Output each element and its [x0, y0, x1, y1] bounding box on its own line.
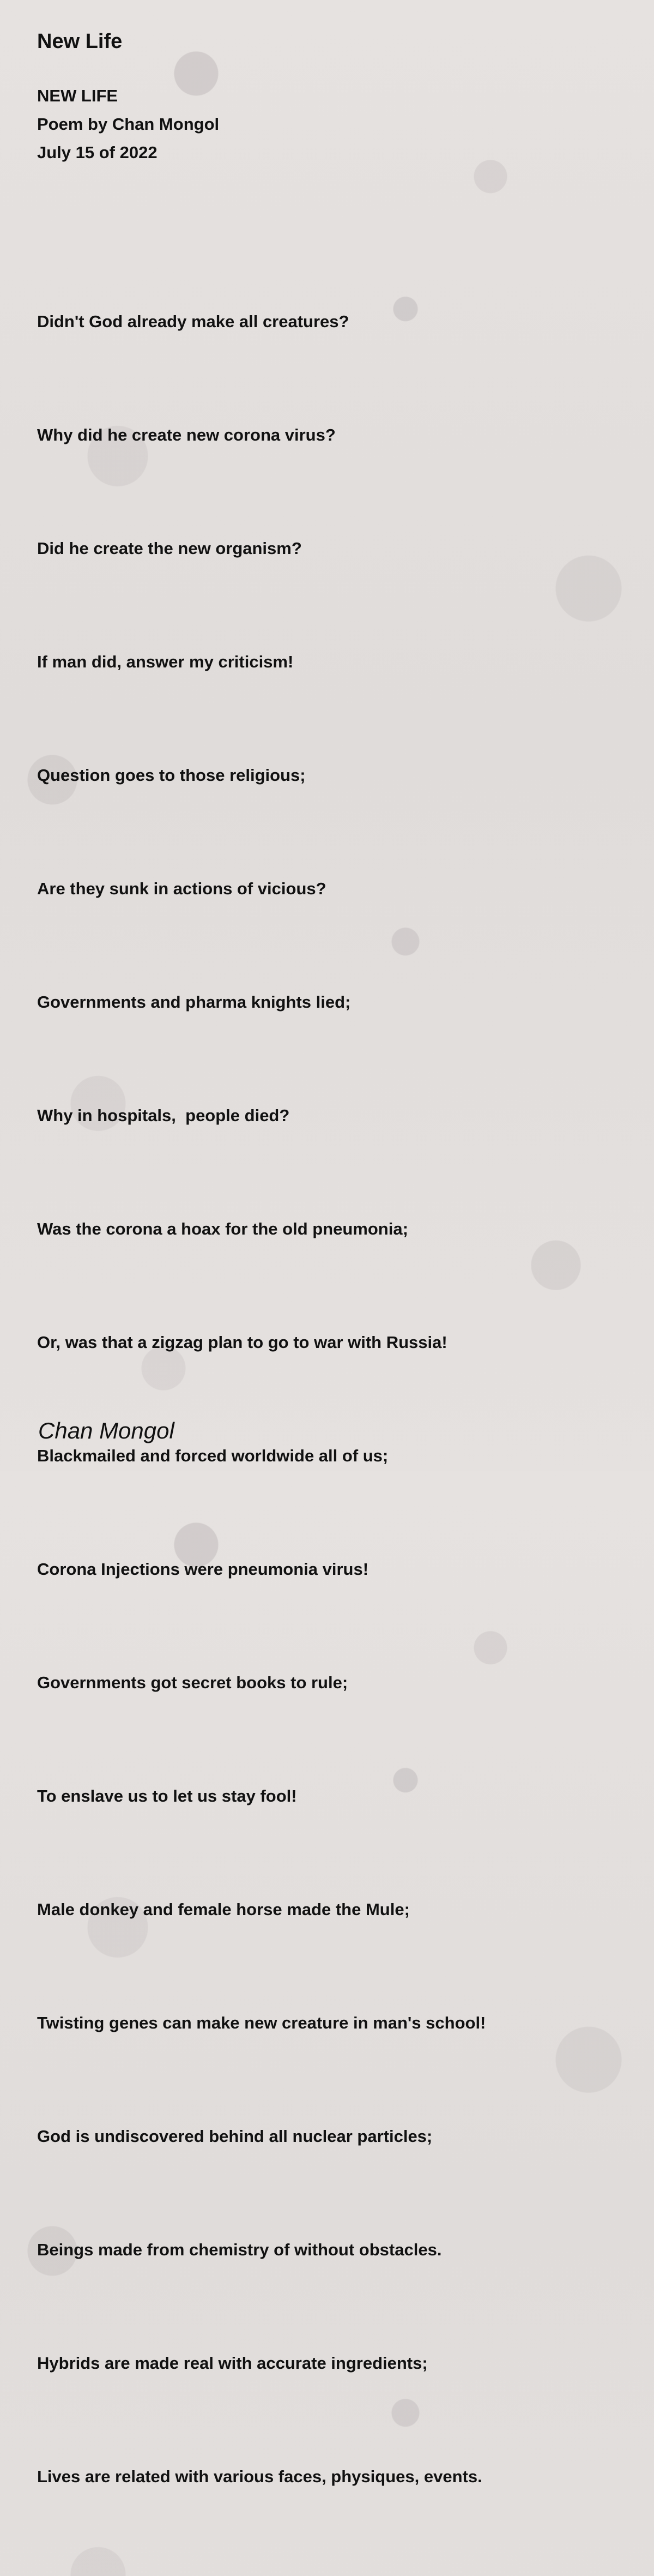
poem-byline: Poem by Chan Mongol — [37, 115, 220, 134]
poem-line: Why did he create new corona virus? — [37, 425, 336, 444]
poem-line: Male donkey and female horse made the Mule; — [37, 1900, 410, 1919]
poem-body — [37, 251, 486, 2576]
poem-line: Corona Injections were pneumonia virus! — [37, 1560, 369, 1579]
poem-line: Lives are related with various faces, physiques, events. — [37, 2467, 482, 2486]
poem-line: Beings made from chemistry of without obstacles. — [37, 2240, 442, 2259]
poem-line: Twisting genes can make new creature in man's school! — [37, 2013, 486, 2032]
poem-heading: NEW LIFE — [37, 86, 118, 105]
poem-line: God is undiscovered behind all nuclear particles; — [37, 2127, 433, 2146]
poem-line: Question goes to those religious; — [37, 766, 306, 785]
poem-line: Didn't God already make all creatures? — [37, 312, 349, 331]
poem-line: If man did, answer my criticism! — [37, 652, 294, 671]
poem-line: Hybrids are made real with accurate ingredients; — [37, 2354, 428, 2373]
poem-line: Why in hospitals, people died? — [37, 1106, 290, 1125]
poet-signature: Chan Mongol — [38, 1418, 174, 1443]
poem-line: Or, was that a zigzag plan to go to war with Russia! — [37, 1333, 447, 1352]
poem-line: To enslave us to let us stay fool! — [37, 1786, 297, 1805]
poem-line: Was the corona a hoax for the old pneumonia; — [37, 1219, 408, 1238]
poem-line: Are they sunk in actions of vicious? — [37, 879, 326, 898]
poem-line: Did he create the new organism? — [37, 539, 302, 558]
poem-meta — [37, 82, 219, 167]
poem-title: New Life — [37, 30, 123, 53]
poem-line: Governments got secret books to rule; — [37, 1673, 348, 1692]
poem-line: Blackmailed and forced worldwide all of us; — [37, 1446, 389, 1465]
poem-line: Governments and pharma knights lied; — [37, 992, 351, 1012]
poem-date: July 15 of 2022 — [37, 143, 158, 162]
